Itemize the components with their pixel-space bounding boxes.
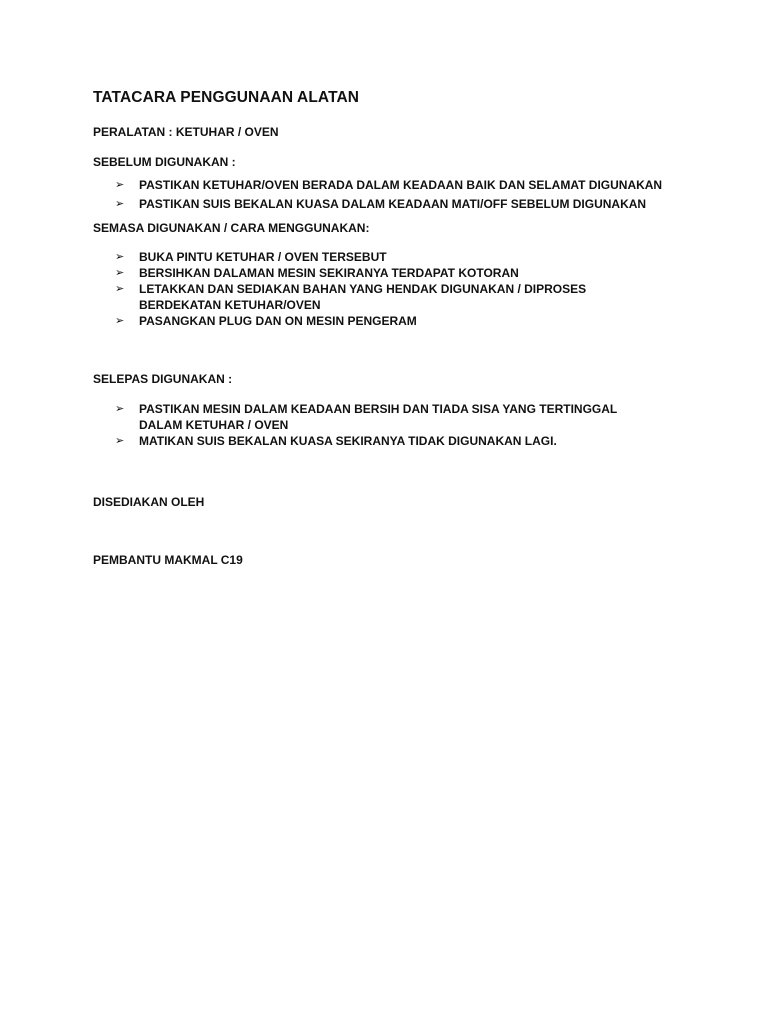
arrow-bullet-icon: ➢ (115, 435, 125, 447)
spacer (93, 510, 673, 552)
list-item (93, 249, 673, 265)
spacer (93, 329, 673, 371)
list-item-text: PASTIKAN MESIN DALAM KEADAAN BERSIH DAN TIADA SISA YANG TERTINGGAL DALAM KETUHAR / OVEN (139, 402, 618, 432)
during-use-list (93, 249, 673, 329)
list-item (93, 265, 673, 281)
list-item-text: MATIKAN SUIS BEKALAN KUASA SEKIRANYA TIDAK DIGUNAKAN LAGI. (139, 434, 557, 448)
before-use-heading: SEBELUM DIGUNAKAN : (93, 155, 236, 169)
list-item-text: BUKA PINTU KETUHAR / OVEN TERSEBUT (139, 250, 387, 264)
arrow-bullet-icon: ➢ (115, 179, 125, 191)
list-item-text: BERSIHKAN DALAMAN MESIN SEKIRANYA TERDAPAT KOTORAN (139, 266, 519, 280)
spacer (93, 212, 673, 220)
arrow-bullet-icon: ➢ (115, 198, 125, 210)
prepared-by-label: DISEDIAKAN OLEH (93, 495, 205, 509)
during-use-heading: SEMASA DIGUNAKAN / CARA MENGGUNAKAN: (93, 221, 370, 235)
spacer (93, 236, 673, 249)
spacer (93, 449, 673, 494)
after-use-list (93, 401, 673, 449)
list-item (93, 433, 673, 449)
document-body (93, 88, 673, 568)
before-use-list (93, 177, 673, 212)
signatory-name: PEMBANTU MAKMAL C19 (93, 553, 243, 567)
list-item-text: PASTIKAN KETUHAR/OVEN BERADA DALAM KEADAAN BAIK DAN SELAMAT DIGUNAKAN (139, 178, 663, 192)
spacer (93, 387, 673, 401)
list-item (93, 313, 673, 329)
equipment-line: PERALATAN : KETUHAR / OVEN (93, 125, 279, 139)
list-item (93, 281, 659, 313)
spacer (93, 140, 673, 154)
list-item (93, 177, 673, 193)
list-item-text: LETAKKAN DAN SEDIAKAN BAHAN YANG HENDAK DIGUNAKAN / DIPROSES BERDEKATAN KETUHAR/OVEN (139, 282, 587, 312)
list-item (93, 401, 659, 433)
arrow-bullet-icon: ➢ (115, 251, 125, 263)
document-title: TATACARA PENGGUNAAN ALATAN (93, 89, 360, 106)
arrow-bullet-icon: ➢ (115, 315, 125, 327)
list-item (93, 196, 673, 212)
arrow-bullet-icon: ➢ (115, 267, 125, 279)
list-item-text: PASANGKAN PLUG DAN ON MESIN PENGERAM (139, 314, 417, 328)
after-use-heading: SELEPAS DIGUNAKAN : (93, 372, 233, 386)
spacer (93, 170, 673, 177)
list-item-text: PASTIKAN SUIS BEKALAN KUASA DALAM KEADAAN MATI/OFF SEBELUM DIGUNAKAN (139, 197, 647, 211)
arrow-bullet-icon: ➢ (115, 403, 125, 415)
arrow-bullet-icon: ➢ (115, 283, 125, 295)
